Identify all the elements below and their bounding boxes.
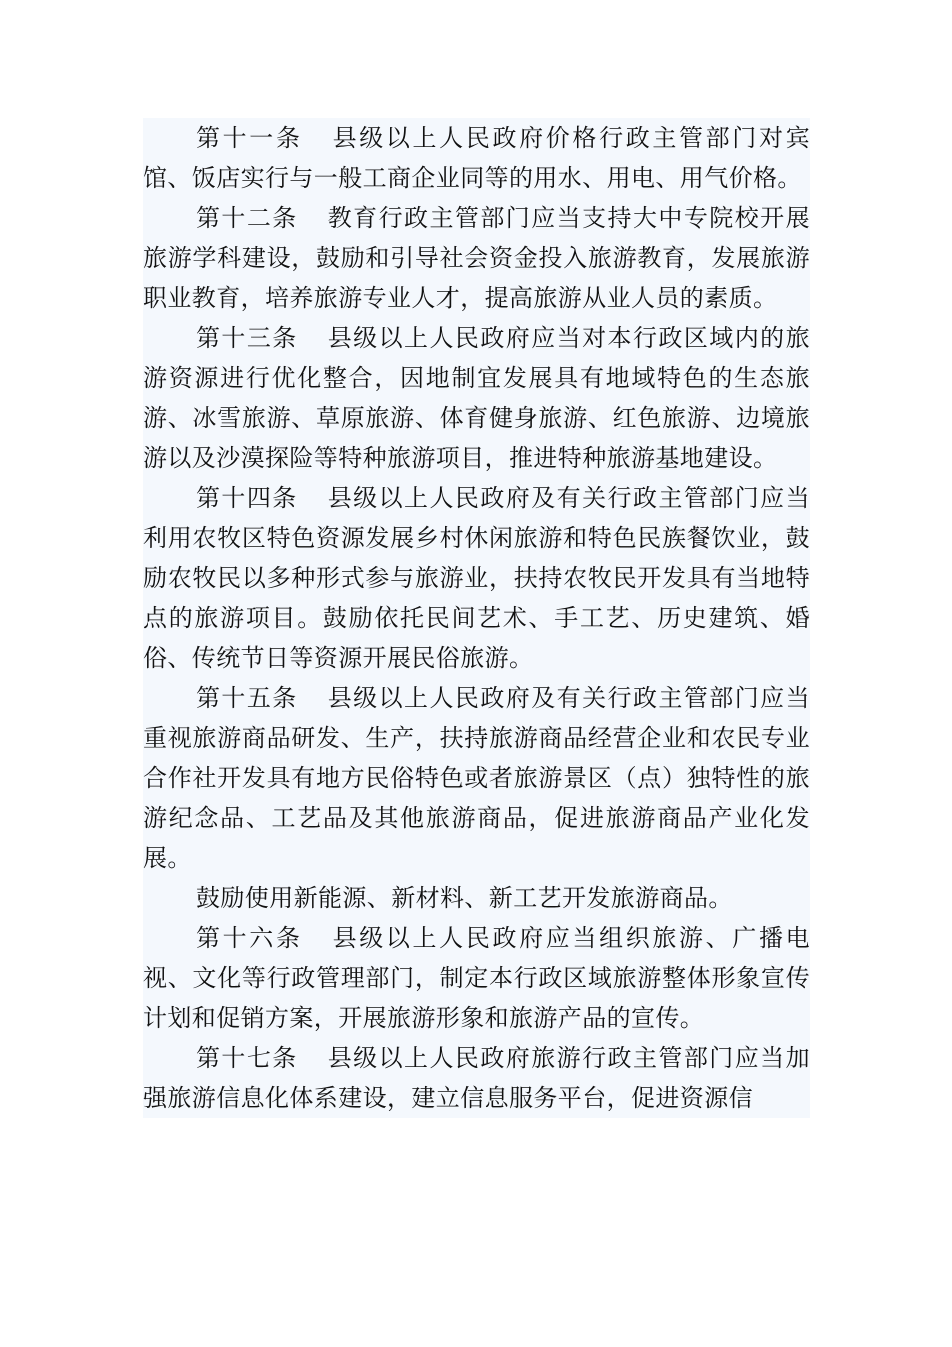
article-15-continuation-paragraph: [143, 878, 810, 918]
article-text: 教育行政主管部门应当支持大中专院校开展旅游学科建设，鼓励和引导社会资金投入旅游教育，发展旅游职业教育，培养旅游专业人才，提高旅游从业人员的素质。: [143, 204, 810, 312]
article-16-paragraph: [143, 918, 810, 1038]
paragraph-text: 鼓励使用新能源、新材料、新工艺开发旅游商品。: [196, 884, 733, 912]
article-number: 第十七条: [196, 1044, 298, 1072]
document-body: [143, 118, 810, 1118]
article-number: 第十二条: [196, 204, 298, 232]
article-14-paragraph: [143, 478, 810, 678]
article-text: 县级以上人民政府价格行政主管部门对宾馆、饭店实行与一般工商企业同等的用水、用电、用气价格。: [143, 124, 810, 192]
article-number: 第十一条: [196, 124, 303, 152]
article-number: 第十五条: [196, 684, 298, 712]
article-15-paragraph: [143, 678, 810, 878]
article-text: 县级以上人民政府应当组织旅游、广播电视、文化等行政管理部门，制定本行政区域旅游整体形象宣传计划和促销方案，开展旅游形象和旅游产品的宣传。: [143, 924, 810, 1032]
article-17-paragraph: [143, 1038, 810, 1118]
article-number: 第十四条: [196, 484, 298, 512]
article-13-paragraph: [143, 318, 810, 478]
article-text: 县级以上人民政府旅游行政主管部门应当加强旅游信息化体系建设，建立信息服务平台，促进资源信: [143, 1044, 810, 1112]
article-11-paragraph: [143, 118, 810, 198]
article-number: 第十三条: [196, 324, 298, 352]
article-text: 县级以上人民政府及有关行政主管部门应当重视旅游商品研发、生产，扶持旅游商品经营企业和农民专业合作社开发具有地方民俗特色或者旅游景区（点）独特性的旅游纪念品、工艺品及其他旅游商品，促进旅游商品产业化发展。: [143, 684, 810, 872]
article-12-paragraph: [143, 198, 810, 318]
article-number: 第十六条: [196, 924, 303, 952]
article-text: 县级以上人民政府应当对本行政区域内的旅游资源进行优化整合，因地制宜发展具有地域特色的生态旅游、冰雪旅游、草原旅游、体育健身旅游、红色旅游、边境旅游以及沙漠探险等特种旅游项目，推进特种旅游基地建设。: [143, 324, 810, 472]
article-text: 县级以上人民政府及有关行政主管部门应当利用农牧区特色资源发展乡村休闲旅游和特色民族餐饮业，鼓励农牧民以多种形式参与旅游业，扶持农牧民开发具有当地特点的旅游项目。鼓励依托民间艺术、手工艺、历史建筑、婚俗、传统节日等资源开展民俗旅游。: [143, 484, 810, 672]
